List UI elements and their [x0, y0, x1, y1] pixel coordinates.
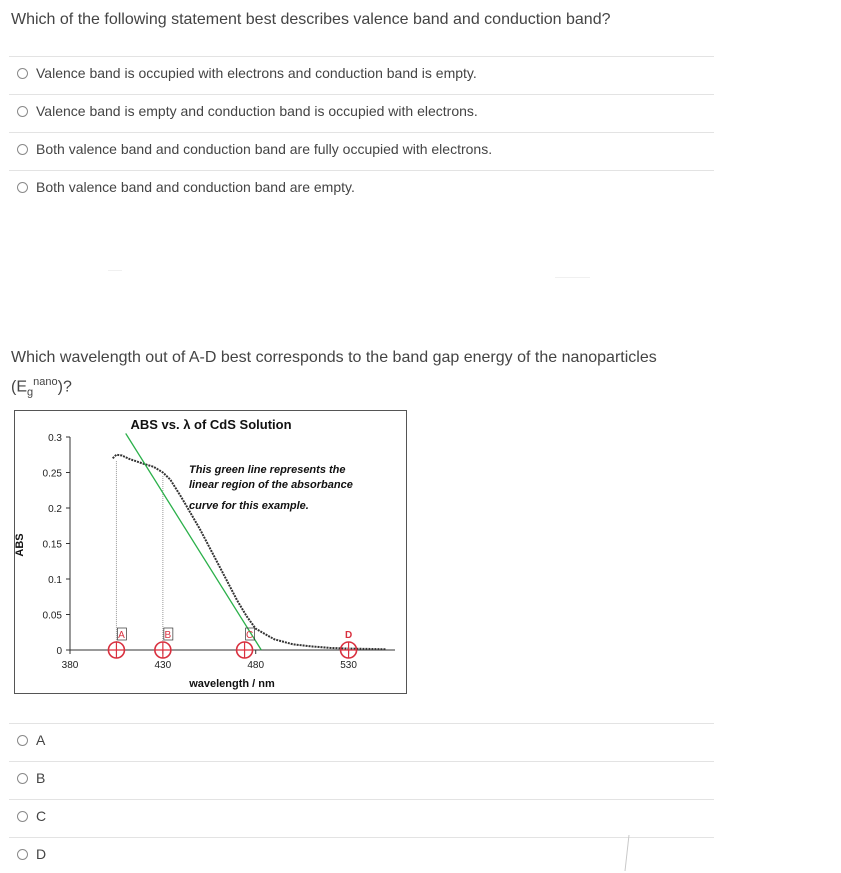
annotation-line-1: This green line represents the [189, 464, 346, 476]
marker-a-label: A [118, 630, 125, 641]
y-tick-label: 0.05 [42, 610, 62, 622]
radio-button[interactable] [17, 68, 28, 79]
q2-option-b[interactable] [17, 767, 45, 789]
y-tick-label: 0.2 [48, 504, 62, 515]
y-tick-label: 0.15 [42, 539, 62, 551]
separator [9, 132, 714, 133]
marker-b-label: B [164, 630, 172, 641]
separator [9, 837, 714, 838]
symbol-subscript: g [27, 386, 34, 399]
option-label: Valence band is empty and conduction band is occupied with electrons. [36, 103, 478, 119]
option-label: C [36, 808, 47, 824]
y-axis-label: ABS [15, 533, 26, 557]
faint-mark [108, 270, 122, 271]
x-tick-label: 530 [340, 660, 357, 671]
option-label: Both valence band and conduction band are empty. [36, 179, 355, 195]
annotation-line-3: curve for this example. [189, 500, 309, 512]
symbol-open: (E [11, 378, 27, 396]
q2-option-a[interactable] [17, 729, 45, 751]
y-tick-label: 0.25 [42, 468, 62, 480]
x-tick-label: 380 [61, 660, 79, 671]
q1-option-3[interactable] [17, 138, 492, 160]
annotation-line-2: linear region of the absorbance [189, 479, 353, 491]
symbol-close: )? [57, 378, 72, 396]
marker-c-label: C [245, 630, 254, 641]
separator [9, 761, 714, 762]
separator [9, 723, 714, 724]
x-axis-label: wavelength / nm [189, 678, 275, 690]
x-tick-label: 430 [154, 660, 172, 671]
separator [9, 94, 714, 95]
chart-title: ABS vs. λ of CdS Solution [130, 417, 292, 432]
symbol-superscript: nano [33, 376, 58, 388]
y-tick-label: 0 [56, 646, 62, 657]
radio-button[interactable] [17, 182, 28, 193]
stray-pen-mark [620, 833, 632, 873]
marker-d-label: D [344, 630, 353, 641]
band-gap-symbol [11, 371, 72, 404]
y-tick-label: 0.1 [48, 575, 62, 586]
radio-button[interactable] [17, 849, 28, 860]
radio-button[interactable] [17, 773, 28, 784]
separator [9, 799, 714, 800]
y-tick-label: 0.3 [48, 433, 62, 444]
radio-button[interactable] [17, 106, 28, 117]
faint-mark [555, 277, 590, 278]
radio-button[interactable] [17, 735, 28, 746]
option-label: Both valence band and conduction band are fully occupied with electrons. [36, 141, 493, 157]
chart-svg [15, 411, 405, 692]
q1-option-2[interactable] [17, 100, 478, 122]
separator [9, 56, 714, 57]
question-1-text: Which of the following statement best describes valence band and conduction band? [11, 11, 611, 28]
q1-option-4[interactable] [17, 176, 355, 198]
q2-option-c[interactable] [17, 805, 46, 827]
radio-button[interactable] [17, 144, 28, 155]
question-2-text: Which wavelength out of A-D best corresponds to the band gap energy of the nanoparticles [11, 349, 657, 366]
x-tick-label: 480 [247, 660, 265, 671]
q2-option-d[interactable] [17, 843, 46, 865]
q1-option-1[interactable] [17, 62, 477, 84]
option-label: B [36, 770, 46, 786]
option-label: Valence band is occupied with electrons and conduction band is empty. [36, 65, 477, 81]
radio-button[interactable] [17, 811, 28, 822]
option-label: D [36, 846, 47, 862]
absorbance-chart [14, 410, 407, 694]
separator [9, 170, 714, 171]
option-label: A [36, 732, 46, 748]
